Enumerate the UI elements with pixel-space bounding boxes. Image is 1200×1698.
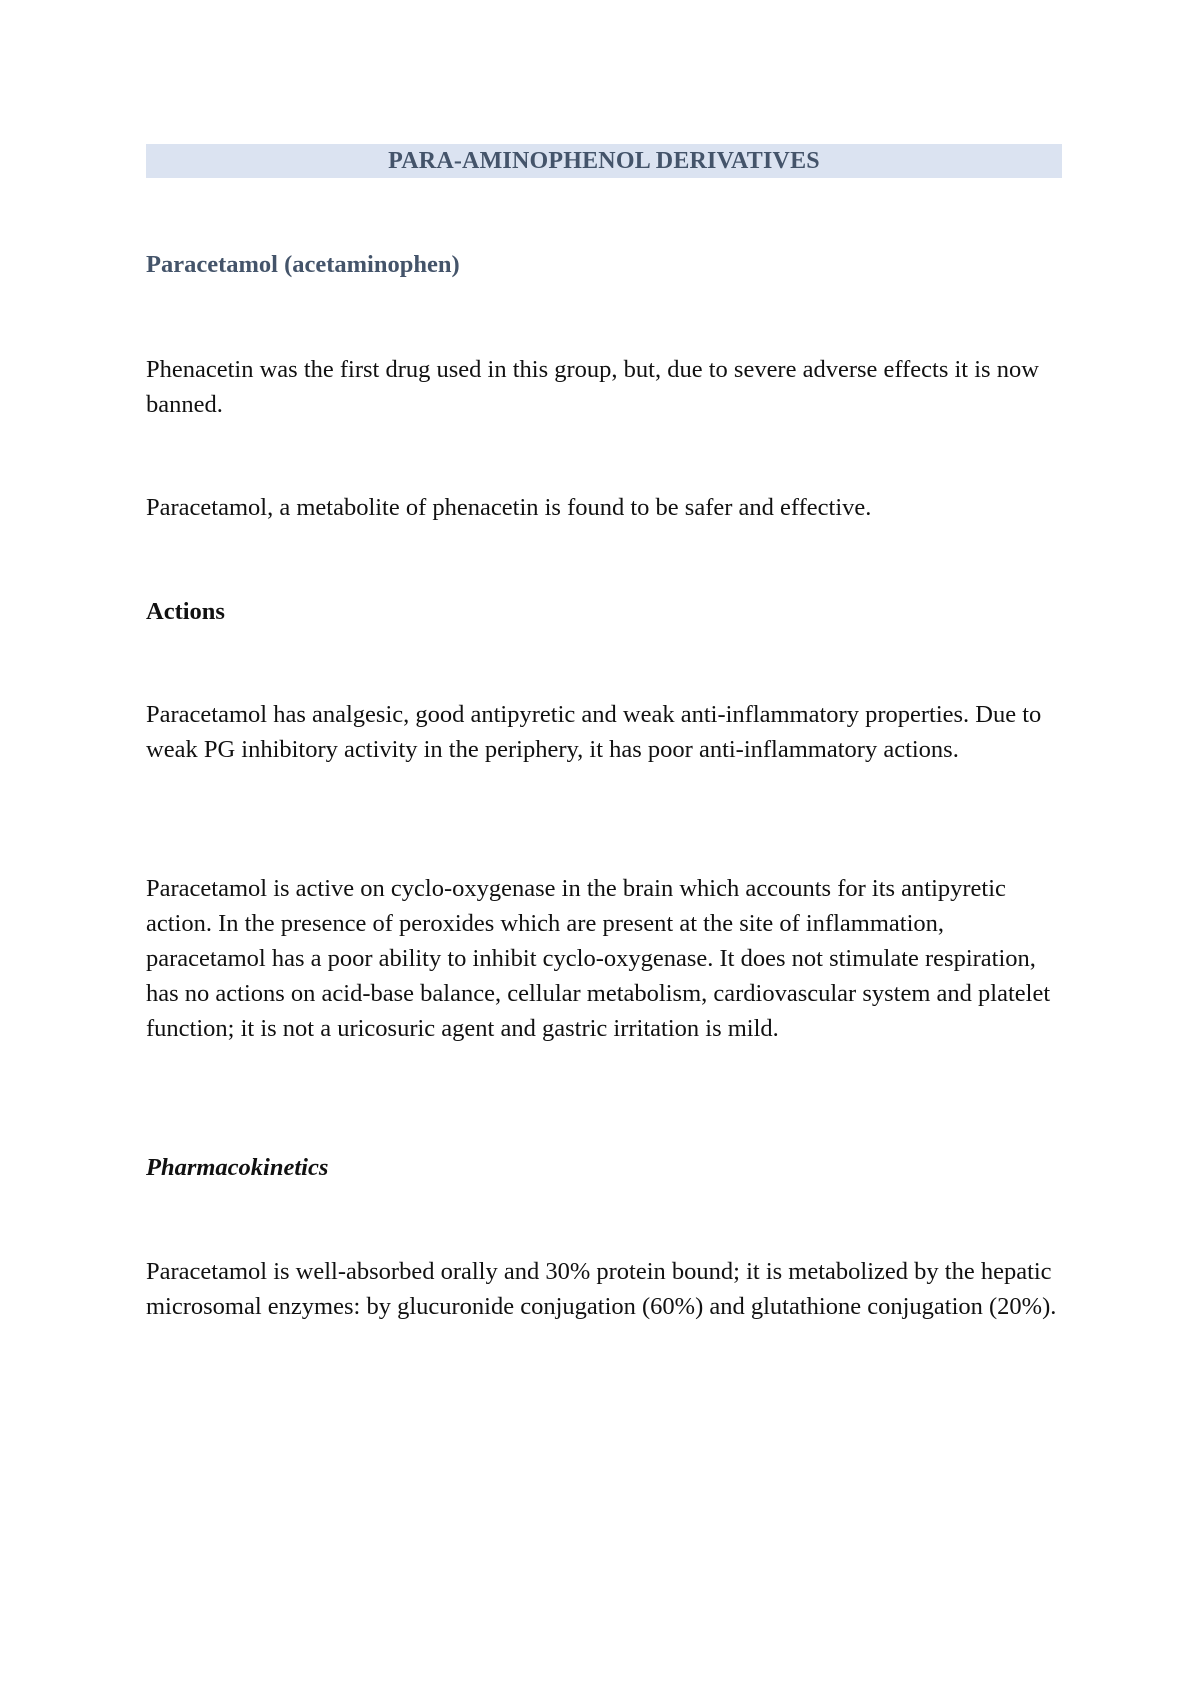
paragraph-phenacetin: Phenacetin was the first drug used in this group, but, due to severe adverse effects it is now banned. bbox=[146, 356, 1039, 418]
paragraph-pharmacokinetics: Paracetamol is well-absorbed orally and 30% protein bound; it is metabolized by the hepatic microsomal enzymes: by glucuronide conjugation (60%) and glutathione conjugation (20%). bbox=[146, 1258, 1057, 1320]
paragraph-actions-cox: Paracetamol is active on cyclo-oxygenase in the brain which accounts for its antipyretic action. In the presence of peroxides which are present at the site of inflammation, paracetamol has a poor ability to inhibit cyclo-oxygenase. It does not stimulate respiration, has no actions on acid-base balance, cellular metabolism, cardiovascular system and platelet function; it is not a uricosuric agent and gastric irritation is mild. bbox=[146, 875, 1051, 1042]
heading-pharmacokinetics: Pharmacokinetics bbox=[146, 1154, 329, 1181]
heading-actions: Actions bbox=[146, 598, 225, 625]
section-subtitle: Paracetamol (acetaminophen) bbox=[146, 251, 460, 278]
paragraph-metabolite: Paracetamol, a metabolite of phenacetin is found to be safer and effective. bbox=[146, 494, 872, 521]
page-title: PARA-AMINOPHENOL DERIVATIVES bbox=[388, 148, 820, 174]
paragraph-actions-properties: Paracetamol has analgesic, good antipyretic and weak anti-inflammatory properties. Due to weak PG inhibitory activity in the periphery, it has poor anti-inflammatory actions. bbox=[146, 701, 1042, 763]
title-banner bbox=[146, 144, 1062, 178]
